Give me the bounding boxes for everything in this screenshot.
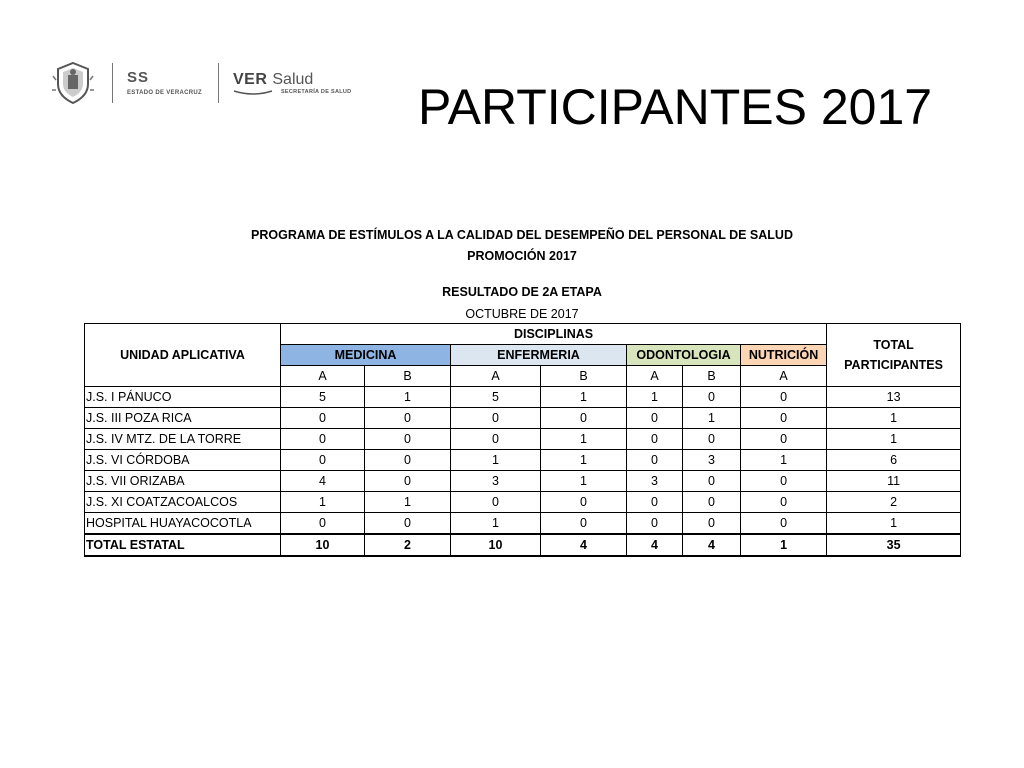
row-value: 0 — [741, 429, 827, 450]
row-value: 0 — [627, 429, 683, 450]
col-header-total-line2: PARTICIPANTES — [844, 358, 943, 372]
report-heading-promotion: PROMOCIÓN 2017 — [467, 249, 577, 263]
row-value: 3 — [683, 450, 741, 471]
row-value: 0 — [741, 471, 827, 492]
subcol-header: B — [541, 366, 627, 387]
row-value: 1 — [365, 492, 451, 513]
row-value: 1 — [541, 450, 627, 471]
row-value: 0 — [365, 471, 451, 492]
row-value: 0 — [281, 408, 365, 429]
ver-logo-main: VER — [232, 71, 268, 88]
row-value: 0 — [281, 429, 365, 450]
totals-value: 4 — [627, 534, 683, 556]
col-header-unit: UNIDAD APLICATIVA — [85, 324, 281, 387]
ver-salud-logo — [233, 71, 351, 95]
discipline-enfermeria: ENFERMERIA — [451, 345, 627, 366]
header-logos — [50, 58, 351, 108]
row-total: 2 — [827, 492, 961, 513]
row-value: 0 — [741, 408, 827, 429]
row-unit: J.S. VII ORIZABA — [85, 471, 281, 492]
row-value: 1 — [451, 513, 541, 535]
row-value: 5 — [451, 387, 541, 408]
row-value: 1 — [541, 387, 627, 408]
discipline-nutricion: NUTRICIÓN — [741, 345, 827, 366]
row-value: 5 — [281, 387, 365, 408]
row-value: 0 — [451, 408, 541, 429]
row-value: 0 — [627, 450, 683, 471]
row-value: 0 — [365, 429, 451, 450]
row-unit: J.S. IV MTZ. DE LA TORRE — [85, 429, 281, 450]
row-value: 0 — [541, 408, 627, 429]
row-value: 0 — [627, 513, 683, 535]
row-value: 0 — [281, 450, 365, 471]
row-value: 0 — [365, 408, 451, 429]
row-value: 0 — [365, 513, 451, 535]
row-value: 0 — [365, 450, 451, 471]
row-value: 0 — [741, 492, 827, 513]
subcol-header: A — [627, 366, 683, 387]
totals-unit: TOTAL ESTATAL — [85, 534, 281, 556]
row-value: 3 — [627, 471, 683, 492]
row-value: 0 — [541, 492, 627, 513]
row-total: 13 — [827, 387, 961, 408]
table-row — [85, 387, 961, 408]
totals-value: 1 — [741, 534, 827, 556]
row-unit: J.S. XI COATZACOALCOS — [85, 492, 281, 513]
totals-value: 4 — [541, 534, 627, 556]
logo-divider — [112, 63, 113, 103]
subcol-header: A — [451, 366, 541, 387]
row-unit: HOSPITAL HUAYACOCOTLA — [85, 513, 281, 535]
row-value: 1 — [541, 471, 627, 492]
row-value: 0 — [627, 492, 683, 513]
row-value: 0 — [627, 408, 683, 429]
page-title: PARTICIPANTES 2017 — [418, 79, 933, 135]
report-heading-date: OCTUBRE DE 2017 — [465, 307, 579, 321]
row-value: 1 — [741, 450, 827, 471]
table-row — [85, 471, 961, 492]
table-row — [85, 429, 961, 450]
table-row — [85, 450, 961, 471]
row-total: 1 — [827, 408, 961, 429]
totals-value: 4 — [683, 534, 741, 556]
col-header-total — [827, 324, 961, 387]
ss-logo — [127, 70, 202, 96]
col-header-disciplinas: DISCIPLINAS — [281, 324, 827, 345]
row-unit: J.S. I PÁNUCO — [85, 387, 281, 408]
row-total: 1 — [827, 429, 961, 450]
col-header-total-line1: TOTAL — [873, 338, 914, 352]
discipline-odontologia: ODONTOLOGIA — [627, 345, 741, 366]
row-value: 0 — [741, 513, 827, 535]
ver-logo-salud: Salud — [272, 71, 314, 88]
discipline-medicina: MEDICINA — [281, 345, 451, 366]
subcol-header: B — [365, 366, 451, 387]
totals-grand-total: 35 — [827, 534, 961, 556]
subcol-header: A — [741, 366, 827, 387]
participants-table — [84, 323, 961, 557]
row-value: 0 — [451, 492, 541, 513]
ss-logo-main: SS — [127, 69, 150, 86]
row-total: 1 — [827, 513, 961, 535]
table-row — [85, 492, 961, 513]
table-row — [85, 408, 961, 429]
table-row — [85, 513, 961, 535]
row-value: 0 — [683, 513, 741, 535]
logo-divider — [218, 63, 219, 103]
row-value: 0 — [741, 387, 827, 408]
ver-logo-sub: SECRETARÍA DE SALUD — [280, 89, 352, 95]
row-value: 0 — [683, 492, 741, 513]
row-total: 6 — [827, 450, 961, 471]
row-value: 0 — [451, 429, 541, 450]
row-value: 4 — [281, 471, 365, 492]
row-value: 0 — [683, 429, 741, 450]
row-value: 1 — [281, 492, 365, 513]
row-value: 0 — [541, 513, 627, 535]
row-value: 0 — [683, 387, 741, 408]
row-value: 1 — [365, 387, 451, 408]
totals-row — [85, 534, 961, 556]
totals-value: 10 — [451, 534, 541, 556]
row-value: 1 — [683, 408, 741, 429]
row-total: 11 — [827, 471, 961, 492]
veracruz-seal-icon — [50, 60, 96, 106]
subcol-header: B — [683, 366, 741, 387]
ss-logo-sub: ESTADO DE VERACRUZ — [127, 90, 202, 96]
row-value: 0 — [683, 471, 741, 492]
totals-value: 2 — [365, 534, 451, 556]
row-unit: J.S. VI CÓRDOBA — [85, 450, 281, 471]
totals-value: 10 — [281, 534, 365, 556]
row-value: 1 — [541, 429, 627, 450]
report-heading-stage: RESULTADO DE 2A ETAPA — [442, 285, 602, 299]
ver-swoosh-icon — [233, 90, 273, 96]
row-value: 1 — [451, 450, 541, 471]
table-body — [85, 387, 961, 557]
row-value: 3 — [451, 471, 541, 492]
subcol-header: A — [281, 366, 365, 387]
report-heading-program: PROGRAMA DE ESTÍMULOS A LA CALIDAD DEL DESEMPEÑO DEL PERSONAL DE SALUD — [251, 228, 793, 242]
row-value: 1 — [627, 387, 683, 408]
row-value: 0 — [281, 513, 365, 535]
row-unit: J.S. III POZA RICA — [85, 408, 281, 429]
